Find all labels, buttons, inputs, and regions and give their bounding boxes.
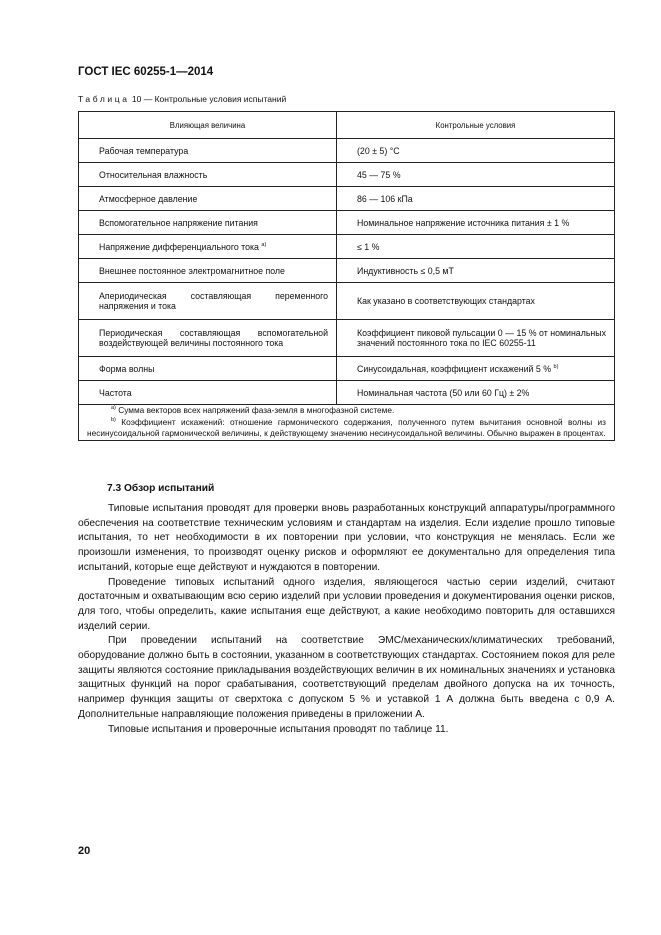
footnote-b [87, 417, 606, 440]
condition-cell: Как указано в соответствующих стандартах [337, 283, 615, 320]
page-number: 20 [78, 845, 91, 857]
condition-cell: 86 — 106 кПа [337, 187, 615, 211]
table-caption-text: 10 — Контрольные условия испытаний [129, 94, 287, 104]
footnote-text: Коэффициент искажений: отношение гармонического содержания, полученного путем вычитания основной волны из несинусоидальной гармонической величины, к действующему значению несинусоидальной величины. Обычно выражен в процентах. [87, 416, 606, 438]
quantity-cell: Вспомогательное напряжение питания [79, 211, 337, 235]
condition-cell: 45 — 75 % [337, 163, 615, 187]
quantity-cell: Форма волны [79, 357, 337, 381]
table-caption-label: Таблица [78, 94, 130, 104]
column-header-quantity: Влияющая величина [79, 112, 337, 139]
footnote-ref-b: b) [553, 363, 559, 370]
condition-cell: ≤ 1 % [337, 235, 615, 259]
table-row [79, 259, 615, 283]
quantity-cell: Атмосферное давление [79, 187, 337, 211]
table-caption [78, 94, 286, 104]
paragraph: Типовые испытания и проверочные испытания проводят по таблице 11. [108, 723, 449, 735]
footnote-mark: b) [111, 416, 116, 423]
condition-text: Синусоидальная, коэффициент искажений 5 % [357, 363, 552, 374]
paragraph: Типовые испытания проводят для проверки вновь разработанных конструкций аппаратуры/программного обеспечения на соответствие техническим условиям и стандартам на изделия. Если изделие прошло типовые испытания, то нет необходимости в их повторении при условии, что конструкция не менялась. Если же произошли изменения, то производят оценку рисков и оформляют ее документально для определения типа испытаний, которые еще действуют и нуждаются в повторении. [78, 503, 615, 573]
footnote-a [87, 405, 606, 417]
table-notes-row [79, 405, 615, 441]
table-row [79, 381, 615, 405]
quantity-text: Напряжение дифференциального тока [99, 241, 259, 252]
footnote-ref-a: a) [261, 241, 267, 248]
column-header-condition: Контрольные условия [337, 112, 615, 139]
table-row [79, 187, 615, 211]
condition-cell: Индуктивность ≤ 0,5 мТ [337, 259, 615, 283]
quantity-cell: Частота [79, 381, 337, 405]
table-row [79, 139, 615, 163]
quantity-cell: Периодическая составляющая вспомогательной воздействующей величины постоянного тока [79, 320, 337, 357]
table-row [79, 283, 615, 320]
condition-cell: Номинальное напряжение источника питания ± 1 % [337, 211, 615, 235]
section-title: 7.3 Обзор испытаний [107, 483, 215, 494]
table-row [79, 211, 615, 235]
table-row [79, 357, 615, 381]
test-conditions-table [78, 111, 615, 441]
condition-cell: Коэффициент пиковой пульсации 0 — 15 % от номинальных значений постоянного тока по IEC 60255-11 [337, 320, 615, 357]
condition-cell [337, 357, 615, 381]
table-header-row [79, 112, 615, 139]
document-header: ГОСТ IEC 60255-1—2014 [78, 66, 214, 78]
quantity-cell: Апериодическая составляющая переменного напряжения и тока [79, 283, 337, 320]
table-notes-cell [79, 405, 615, 441]
condition-cell: (20 ± 5) °С [337, 139, 615, 163]
section-body [78, 502, 615, 737]
footnote-mark: a) [111, 405, 116, 412]
table-row [79, 235, 615, 259]
paragraph: При проведении испытаний на соответствие ЭМС/механических/климатических требований, оборудование должно быть в состоянии, указанном в соответствующих стандартах. Состоянием покоя для реле защиты являются состояние прикладывания воздействующих величин в их номинальных значениях и установка защитных функций на порог срабатывания, соответствующий пределам двойного допуска на их точность, например функция защиты от сверхтока с допуском 5 % и уставкой 1 А должна быть введена с 0,9 А. Дополнительные направляющие положения приведены в приложении А. [78, 635, 615, 720]
table-row [79, 320, 615, 357]
condition-cell: Номинальная частота (50 или 60 Гц) ± 2% [337, 381, 615, 405]
paragraph: Проведение типовых испытаний одного изделия, являющегося частью серии изделий, считают достаточным и охватывающим всю серию изделий при условии проведения и документирования оценки рисков, для того, чтобы определить, какие испытания еще действуют, а какие необходимо повторить для оставшихся изделий серии. [78, 576, 615, 632]
footnote-text: Сумма векторов всех напряжений фаза-земля в многофазной системе. [118, 405, 395, 415]
quantity-cell [79, 235, 337, 259]
quantity-cell: Рабочая температура [79, 139, 337, 163]
quantity-cell: Внешнее постоянное электромагнитное поле [79, 259, 337, 283]
quantity-cell: Относительная влажность [79, 163, 337, 187]
table-row [79, 163, 615, 187]
